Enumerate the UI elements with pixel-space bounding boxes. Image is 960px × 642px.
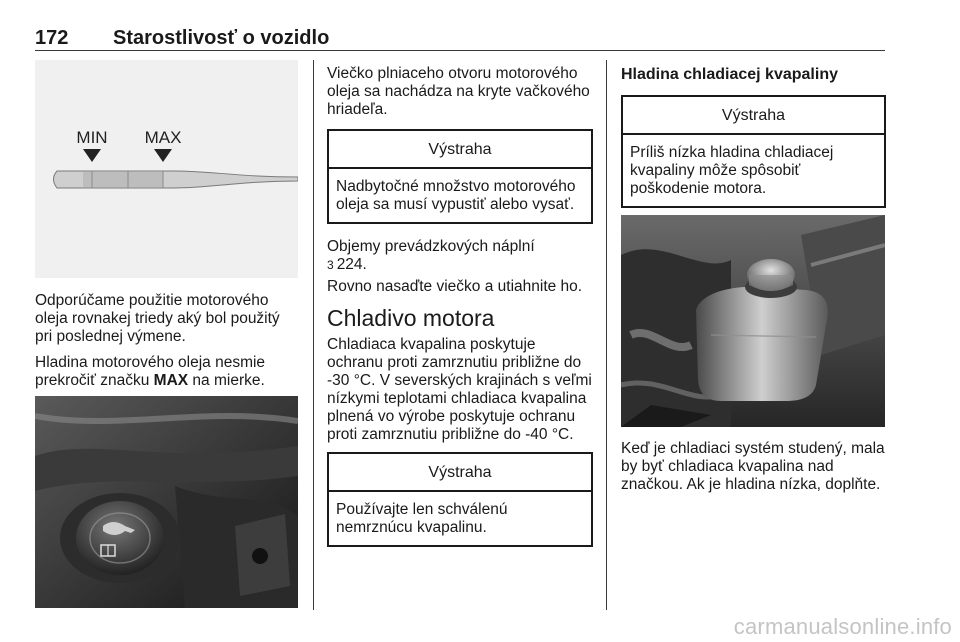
column-1-text (35, 292, 300, 398)
page-reference-link[interactable]: 224. (336, 256, 367, 273)
coolant-reservoir-photo (621, 215, 885, 427)
para-oil-level: Hladina motorového oleja nesmie prekročiť značku MAX na mierke. (35, 354, 266, 389)
section-title-coolant: Chladivo motora (327, 305, 495, 331)
page-number: 172 (35, 27, 69, 49)
warning-box-antifreeze (327, 452, 593, 547)
page-ref-icon: 3 (327, 258, 334, 272)
coolant-photo-svg (621, 215, 885, 427)
para-oil-recommendation: Odporúčame použitie motorového oleja rovnakej triedy aký bol použitý pri poslednej výmene. (35, 292, 280, 345)
watermark: carmanualsonline.info (733, 614, 952, 639)
warning-box-coolant (621, 95, 886, 208)
para-coolant-protection: Chladiaca kvapalina poskytuje ochranu proti zamrznutiu približne do -30 °C. V severských krajinách s veľmi nízkymi teplotami chladiaca kvapalina plnená vo výrobe poskytuje ochranu proti zamrznutiu približne do -40 °C. (327, 336, 592, 443)
warning-title: Výstraha (623, 97, 884, 135)
warning-title: Výstraha (329, 131, 591, 169)
oil-cap (76, 501, 164, 575)
oil-cap-photo (35, 396, 298, 608)
max-label: MAX (144, 128, 182, 147)
page-header (35, 27, 885, 51)
dipstick-illustration (35, 60, 298, 278)
max-arrow-icon (154, 149, 172, 162)
warning-title: Výstraha (329, 454, 591, 492)
warning-text: Príliš nízka hladina chladiacej kvapaliny môže spôsobiť poškodenie motora. (630, 144, 834, 197)
column-divider-1 (313, 60, 314, 610)
dipstick-hatch-zone (83, 172, 163, 187)
para-fluid-capacities: Objemy prevádzkových náplní 3 224. (327, 238, 535, 273)
column-2-text (327, 65, 593, 557)
column-divider-2 (606, 60, 607, 610)
min-label: MIN (76, 128, 108, 147)
page-title: Starostlivosť o vozidlo (113, 27, 330, 49)
column-3-bottom-text (621, 440, 886, 502)
para-tighten-cap: Rovno nasaďte viečko a utiahnite ho. (327, 278, 583, 295)
subtitle-coolant-level: Hladina chladiacej kvapaliny (621, 66, 838, 83)
para-oil-cap-location: Viečko plniaceho otvoru motorového oleja sa nachádza na kryte vačkového hriadeľa. (327, 65, 590, 118)
column-3-text (621, 65, 886, 218)
warning-text: Nadbytočné množstvo motorového oleja sa musí vypustiť alebo vysať. (336, 178, 576, 213)
warning-text: Používajte len schválenú nemrznúcu kvapalinu. (336, 501, 508, 536)
dipstick-svg (35, 60, 298, 278)
min-arrow-icon (83, 149, 101, 162)
para-coolant-level-check: Keď je chladiaci systém studený, mala by byť chladiaca kvapalina nad značkou. Ak je hladina nízka, doplňte. (621, 440, 885, 493)
warning-box-oil (327, 129, 593, 224)
max-mark: MAX (153, 372, 189, 389)
coolant-tank (696, 287, 828, 401)
oil-cap-photo-svg (35, 396, 298, 608)
